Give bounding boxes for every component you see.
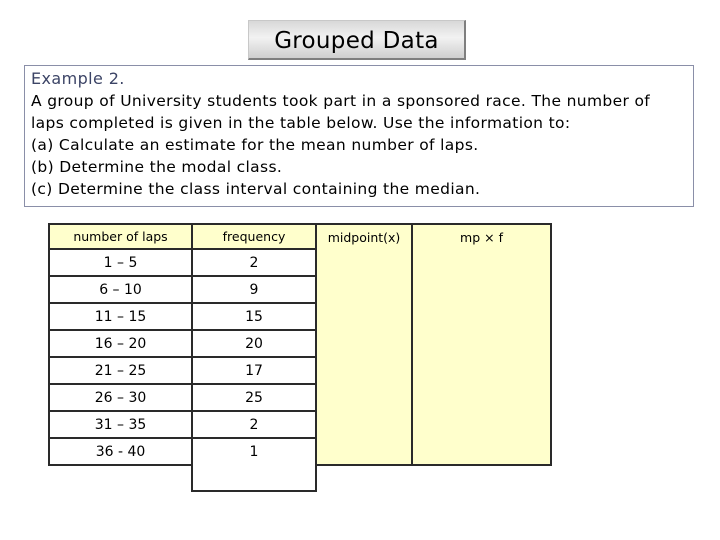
table-total-row bbox=[49, 465, 551, 491]
example-line: (a) Calculate an estimate for the mean number of laps. bbox=[31, 136, 479, 154]
example-line: (b) Determine the modal class. bbox=[31, 158, 283, 176]
laps-cell: 21 – 25 bbox=[49, 357, 192, 384]
total-frequency-cell bbox=[192, 465, 316, 491]
frequency-cell: 9 bbox=[192, 276, 316, 303]
product-column bbox=[412, 224, 551, 465]
header-number-of-laps: number of laps bbox=[49, 224, 192, 249]
example-line: (c) Determine the class interval containing the median. bbox=[31, 180, 481, 198]
laps-cell: 1 – 5 bbox=[49, 249, 192, 276]
example-box bbox=[24, 65, 694, 207]
frequency-cell: 2 bbox=[192, 411, 316, 438]
header-midpoint: midpoint(x) bbox=[327, 230, 401, 245]
frequency-cell: 20 bbox=[192, 330, 316, 357]
frequency-table bbox=[48, 223, 552, 492]
blank-cell bbox=[49, 465, 192, 491]
example-heading: Example 2. bbox=[31, 69, 125, 88]
example-line: laps completed is given in the table below. Use the information to: bbox=[31, 114, 571, 132]
frequency-cell: 25 bbox=[192, 384, 316, 411]
laps-cell: 26 – 30 bbox=[49, 384, 192, 411]
laps-cell: 31 – 35 bbox=[49, 411, 192, 438]
frequency-cell: 17 bbox=[192, 357, 316, 384]
example-line: A group of University students took part in a sponsored race. The number of bbox=[31, 92, 651, 110]
table-header-row bbox=[49, 224, 551, 249]
header-frequency: frequency bbox=[192, 224, 316, 249]
page-title: Grouped Data bbox=[248, 20, 466, 60]
laps-cell: 36 - 40 bbox=[49, 438, 192, 465]
laps-cell: 16 – 20 bbox=[49, 330, 192, 357]
header-mp-times-f: mp × f bbox=[460, 230, 503, 245]
laps-cell: 11 – 15 bbox=[49, 303, 192, 330]
laps-cell: 6 – 10 bbox=[49, 276, 192, 303]
frequency-cell: 15 bbox=[192, 303, 316, 330]
frequency-cell: 2 bbox=[192, 249, 316, 276]
frequency-cell: 1 bbox=[192, 438, 316, 465]
midpoint-column bbox=[316, 224, 412, 465]
